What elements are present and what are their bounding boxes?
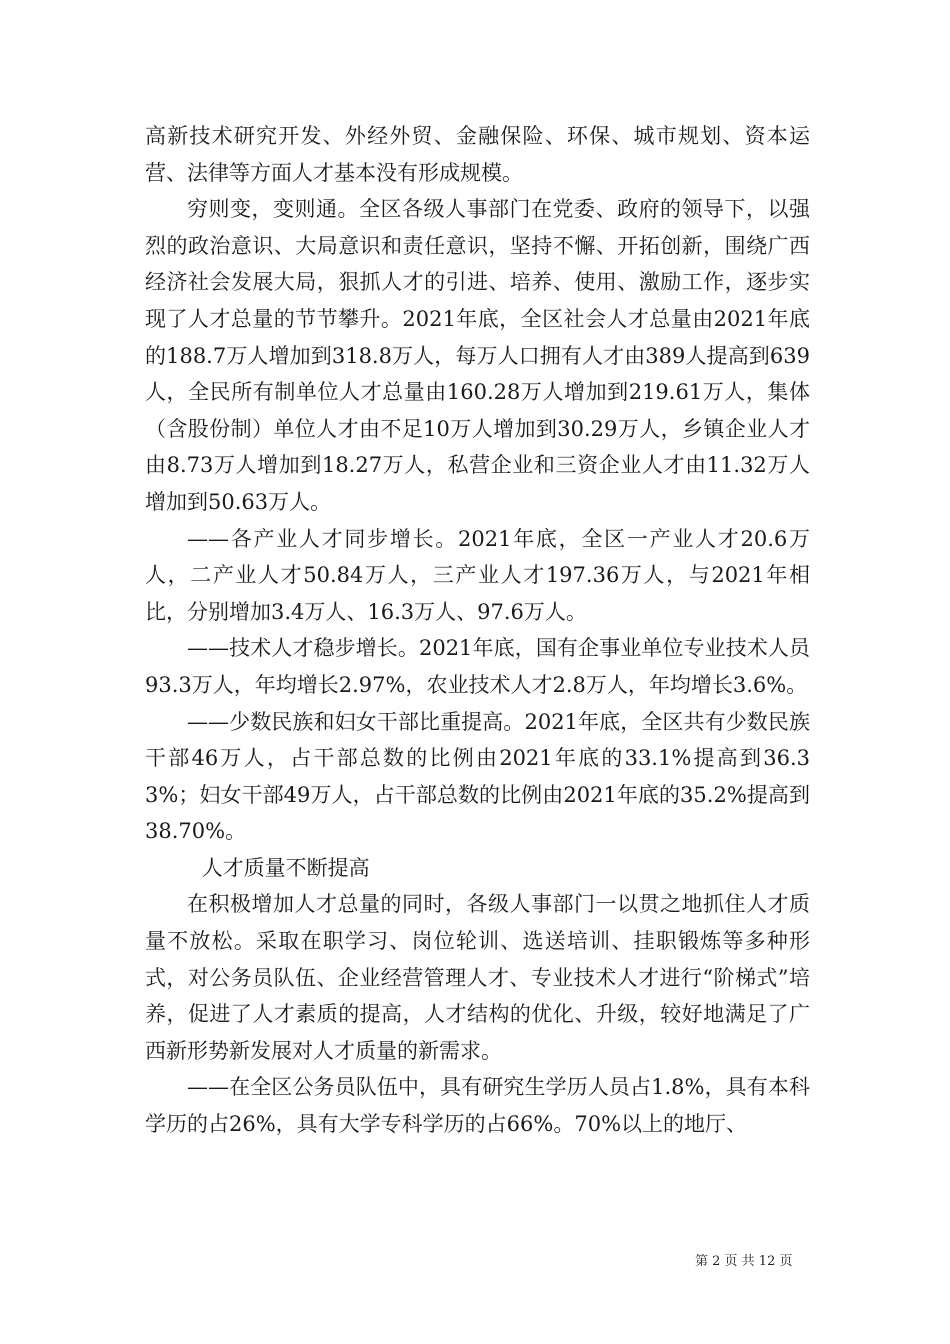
document-body	[145, 118, 810, 1143]
section-heading-talent-quality: 人才质量不断提高	[201, 855, 370, 880]
paragraph-technical-talent: ——技术人才稳步增长。2021年底，国有企事业单位专业技术人员93.3万人，年均增长2.97%，农业技术人才2.8万人，年均增长3.6%。	[145, 636, 810, 697]
paragraph-continuation: 高新技术研究开发、外经外贸、金融保险、环保、城市规划、资本运营、法律等方面人才基本没有形成规模。	[145, 124, 810, 185]
page-number-footer: 第 2 页 共 12 页	[695, 1254, 793, 1269]
paragraph-industry-talent: ——各产业人才同步增长。2021年底，全区一产业人才20.6万人，二产业人才50.84万人，三产业人才197.36万人，与2021年相比，分别增加3.4万人、16.3万人、97.6万人。	[145, 526, 810, 624]
paragraph-minority-women-cadres: ——少数民族和妇女干部比重提高。2021年底，全区共有少数民族干部46万人，占干部总数的比例由2021年底的33.1%提高到36.33%；妇女干部49万人，占干部总数的比例由2021年底的35.2%提高到38.70%。	[145, 709, 810, 844]
paragraph-talent-growth: 穷则变，变则通。全区各级人事部门在党委、政府的领导下，以强烈的政治意识、大局意识和责任意识，坚持不懈、开拓创新，围绕广西经济社会发展大局，狠抓人才的引进、培养、使用、激励工作，逐步实现了人才总量的节节攀升。2021年底，全区社会人才总量由2021年底的188.7万人增加到318.8万人，每万人口拥有人才由389人提高到639人，全民所有制单位人才总量由160.28万人增加到219.61万人，集体（含股份制）单位人才由不足10万人增加到30.29万人，乡镇企业人才由8.73万人增加到18.27万人，私营企业和三资企业人才由11.32万人增加到50.63万人。	[145, 197, 810, 514]
paragraph-talent-quality: 在积极增加人才总量的同时，各级人事部门一以贯之地抓住人才质量不放松。采取在职学习、岗位轮训、选送培训、挂职锻炼等多种形式，对公务员队伍、企业经营管理人才、专业技术人才进行“阶梯式”培养，促进了人才素质的提高，人才结构的优化、升级，较好地满足了广西新形势新发展对人才质量的新需求。	[145, 892, 810, 1063]
paragraph-civil-servants: ——在全区公务员队伍中，具有研究生学历人员占1.8%，具有本科学历的占26%，具有大学专科学历的占66%。70%以上的地厅、	[145, 1075, 810, 1137]
